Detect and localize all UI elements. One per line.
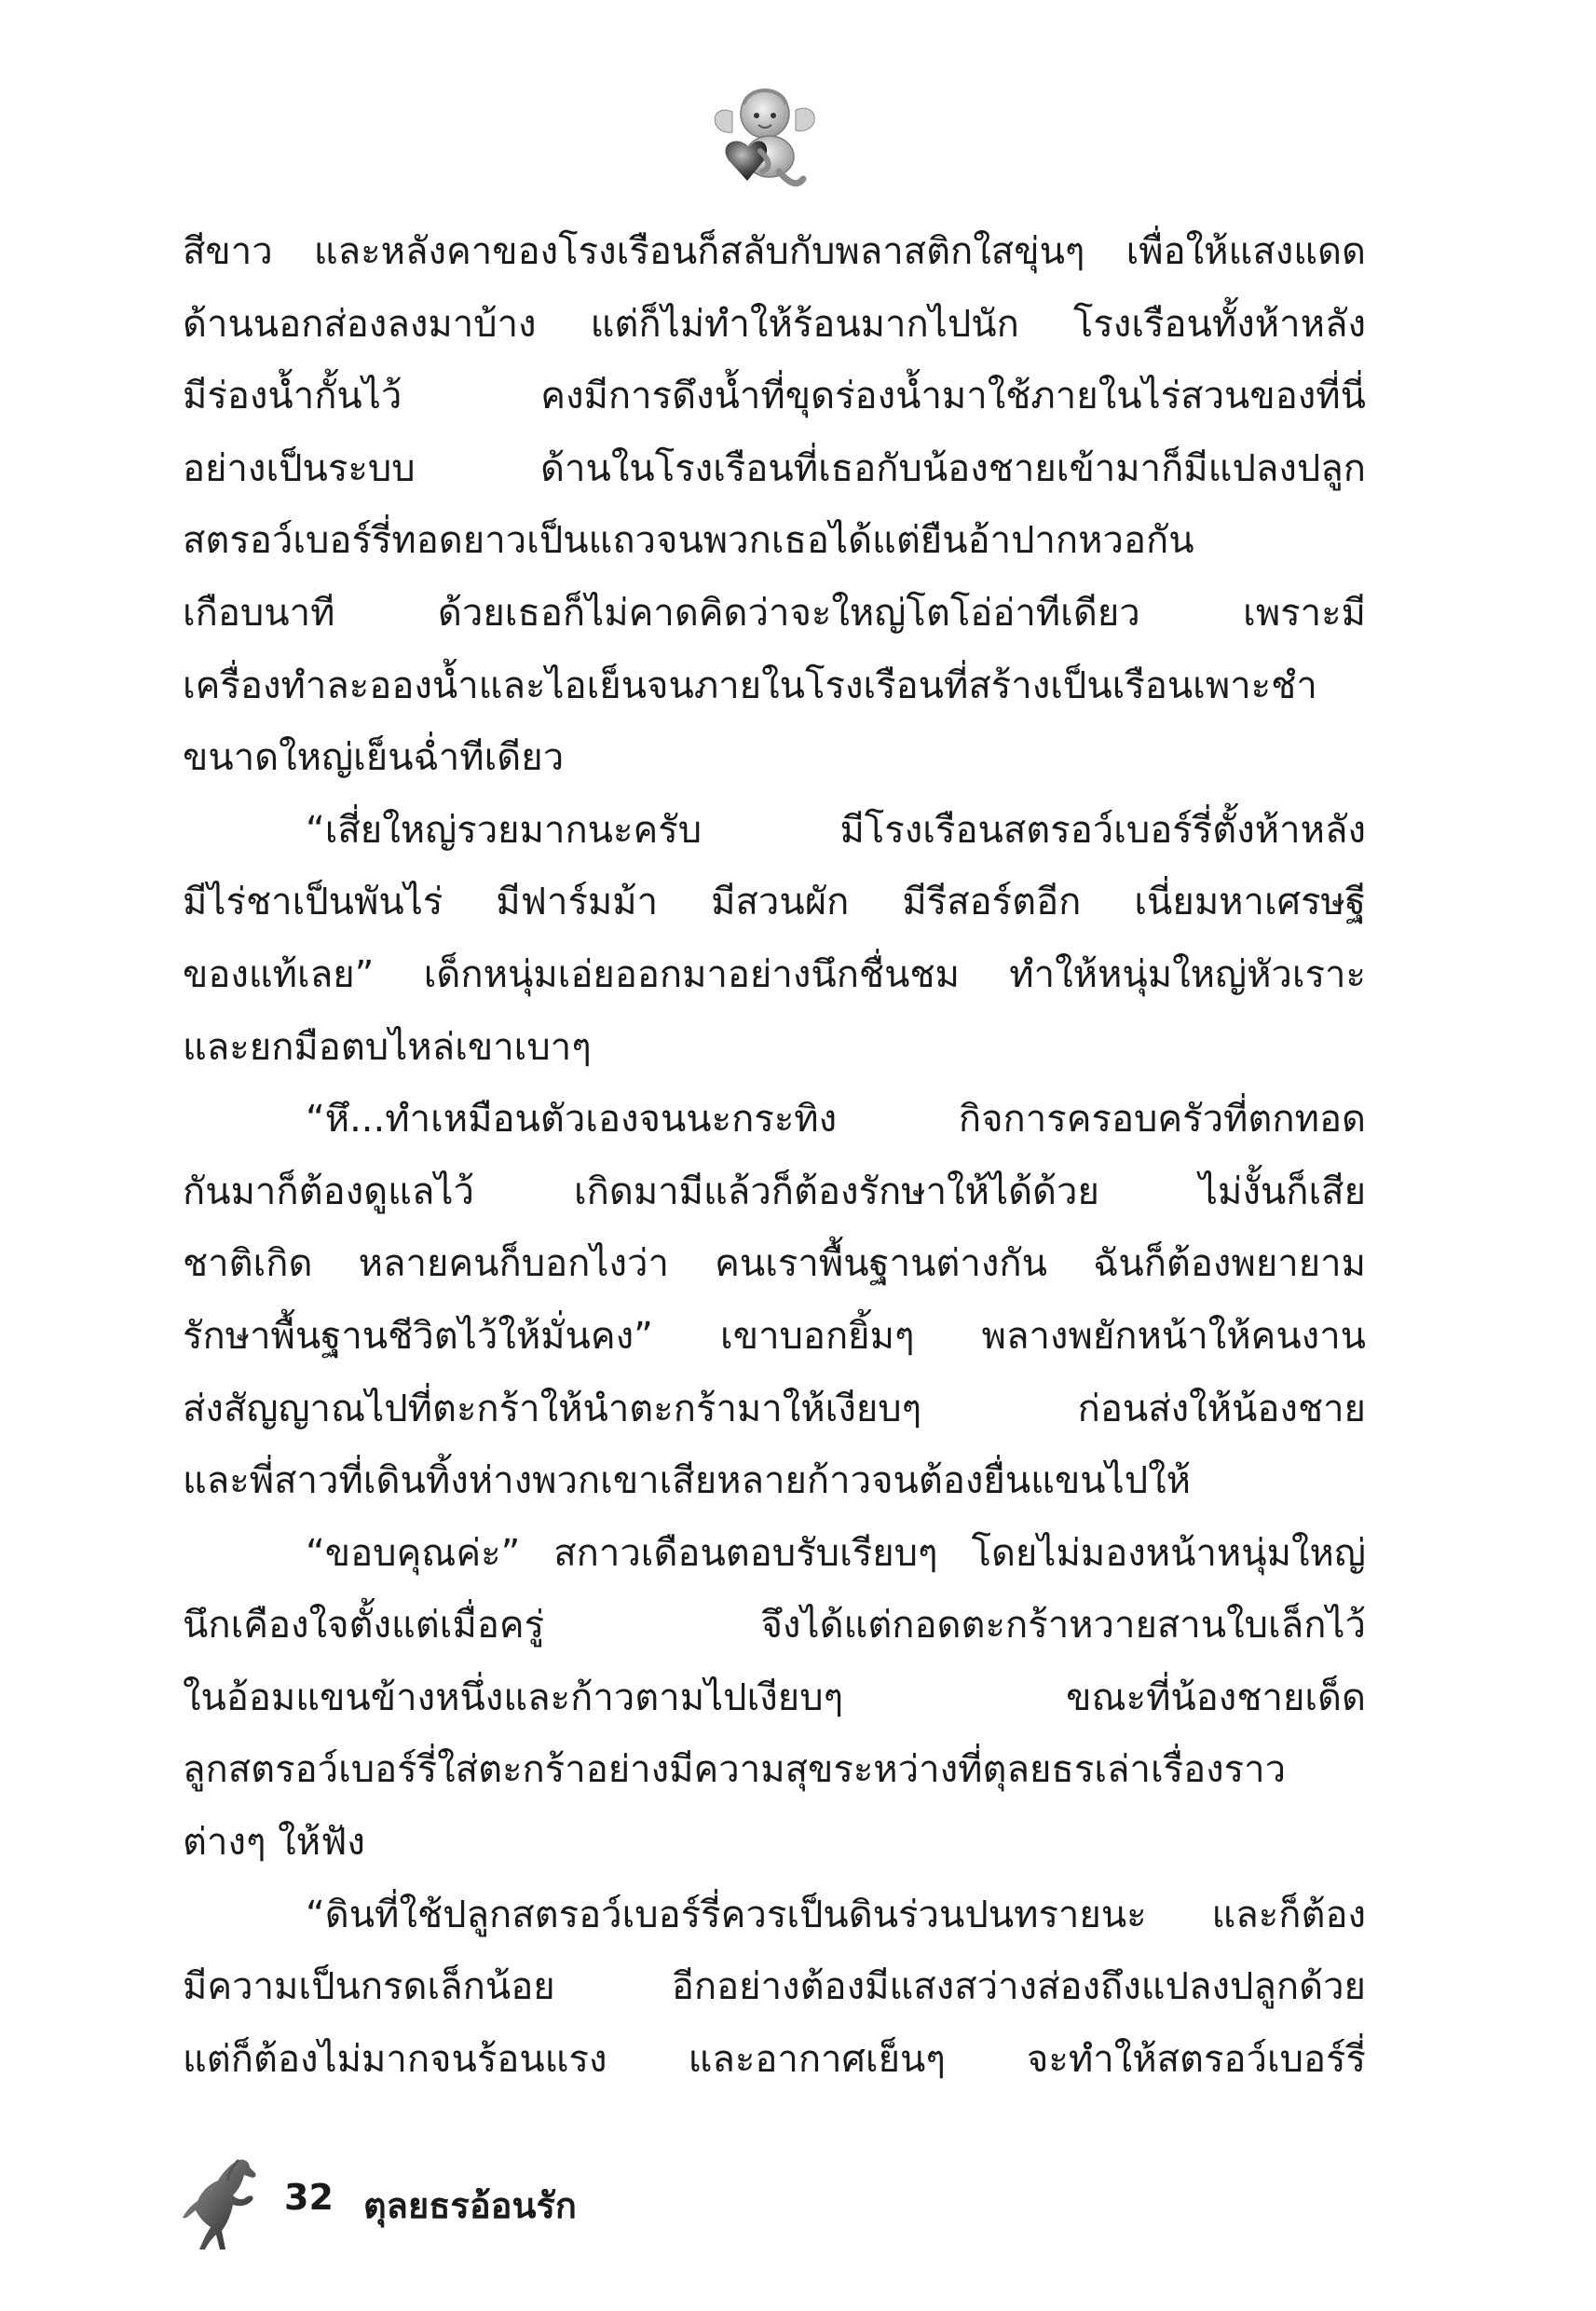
rearing-horse-icon bbox=[177, 2153, 270, 2255]
body-text bbox=[183, 216, 1366, 2096]
text-line: รักษาพื้นฐานชีวิตไว้ให้มั่นคง” เขาบอกยิ้มๆ พลางพยักหน้าให้คนงาน bbox=[183, 1314, 1366, 1358]
text-line: “หึ...ทำเหมือนตัวเองจนนะกระทิง กิจการครอบครัวที่ตกทอด bbox=[306, 1098, 1366, 1142]
book-title: ตุลยธรอ้อนรัก bbox=[363, 2185, 577, 2226]
text-line: สตรอว์เบอร์รี่ทอดยาวเป็นแถวจนพวกเธอได้แต่ยืนอ้าปากหวอกัน bbox=[183, 519, 1194, 563]
text-line: อย่างเป็นระบบ ด้านในโรงเรือนที่เธอกับน้องชายเข้ามาก็มีแปลงปลูก bbox=[183, 446, 1366, 490]
text-line: ของแท้เลย” เด็กหนุ่มเอ่ยออกมาอย่างนึกชื่นชม ทำให้หนุ่มใหญ่หัวเราะ bbox=[183, 952, 1366, 996]
text-line: ด้านนอกส่องลงมาบ้าง แต่ก็ไม่ทำให้ร้อนมากไปนัก โรงเรือนทั้งห้าหลัง bbox=[183, 302, 1366, 346]
text-line: และพี่สาวที่เดินทิ้งห่างพวกเขาเสียหลายก้าวจนต้องยื่นแขนไปให้ bbox=[183, 1459, 1192, 1503]
page-number: 32 bbox=[284, 2177, 334, 2218]
cupid-heart-icon bbox=[704, 75, 825, 196]
paragraph-2 bbox=[183, 795, 1366, 1084]
text-line: แต่ก็ต้องไม่มากจนร้อนแรง และอากาศเย็นๆ จะทำให้สตรอว์เบอร์รี่ bbox=[183, 2037, 1366, 2081]
text-line: และยกมือตบไหล่เขาเบาๆ bbox=[183, 1025, 592, 1069]
text-line: “ขอบคุณค่ะ” สกาวเดือนตอบรับเรียบๆ โดยไม่มองหน้าหนุ่มใหญ่ bbox=[306, 1531, 1366, 1575]
text-line: ลูกสตรอว์เบอร์รี่ใส่ตะกร้าอย่างมีความสุขระหว่างที่ตุลยธรเล่าเรื่องราว bbox=[183, 1748, 1287, 1792]
text-line: ในอ้อมแขนข้างหนึ่งและก้าวตามไปเงียบๆ ขณะที่น้องชายเด็ด bbox=[183, 1675, 1366, 1719]
paragraph-1 bbox=[183, 216, 1366, 795]
text-line: “เสี่ยใหญ่รวยมากนะครับ มีโรงเรือนสตรอว์เบอร์รี่ตั้งห้าหลัง bbox=[306, 808, 1366, 852]
text-line: เกือบนาที ด้วยเธอก็ไม่คาดคิดว่าจะใหญ่โตโอ่อ่าทีเดียว เพราะมี bbox=[183, 591, 1366, 635]
text-line: มีร่องน้ำกั้นไว้ คงมีการดึงน้ำที่ขุดร่องน้ำมาใช้ภายในไร่สวนของที่นี่ bbox=[183, 375, 1366, 418]
text-line: กันมาก็ต้องดูแลไว้ เกิดมามีแล้วก็ต้องรักษาให้ได้ด้วย ไม่งั้นก็เสีย bbox=[183, 1169, 1366, 1213]
paragraph-3 bbox=[183, 1084, 1366, 1518]
text-line: นึกเคืองใจตั้งแต่เมื่อครู่ จึงได้แต่กอดตะกร้าหวายสานใบเล็กไว้ bbox=[183, 1604, 1366, 1648]
paragraph-4 bbox=[183, 1518, 1366, 1880]
text-line: สีขาว และหลังคาของโรงเรือนก็สลับกับพลาสติกใสขุ่นๆ เพื่อให้แสงแดด bbox=[183, 230, 1366, 273]
text-line: ส่งสัญญาณไปที่ตะกร้าให้นำตะกร้ามาให้เงียบๆ ก่อนส่งให้น้องชาย bbox=[183, 1387, 1366, 1430]
paragraph-5 bbox=[183, 1880, 1366, 2097]
page-footer bbox=[168, 2153, 820, 2255]
text-line: เครื่องทำละอองน้ำและไอเย็นจนภายในโรงเรือนที่สร้างเป็นเรือนเพาะชำ bbox=[183, 663, 1317, 707]
text-line: มีความเป็นกรดเล็กน้อย อีกอย่างต้องมีแสงสว่างส่องถึงแปลงปลูกด้วย bbox=[183, 1965, 1366, 2009]
text-line: ชาติเกิด หลายคนก็บอกไงว่า คนเราพื้นฐานต่างกัน ฉันก็ต้องพยายาม bbox=[183, 1242, 1366, 1286]
text-line: “ดินที่ใช้ปลูกสตรอว์เบอร์รี่ควรเป็นดินร่วนปนทรายนะ และก็ต้อง bbox=[306, 1893, 1366, 1936]
text-line: ต่างๆ ให้ฟัง bbox=[183, 1821, 365, 1865]
text-line: มีไร่ชาเป็นพันไร่ มีฟาร์มม้า มีสวนผัก มีรีสอร์ตอีก เนี่ยมหาเศรษฐี bbox=[183, 881, 1366, 924]
text-line: ขนาดใหญ่เย็นฉ่ำทีเดียว bbox=[183, 736, 565, 780]
